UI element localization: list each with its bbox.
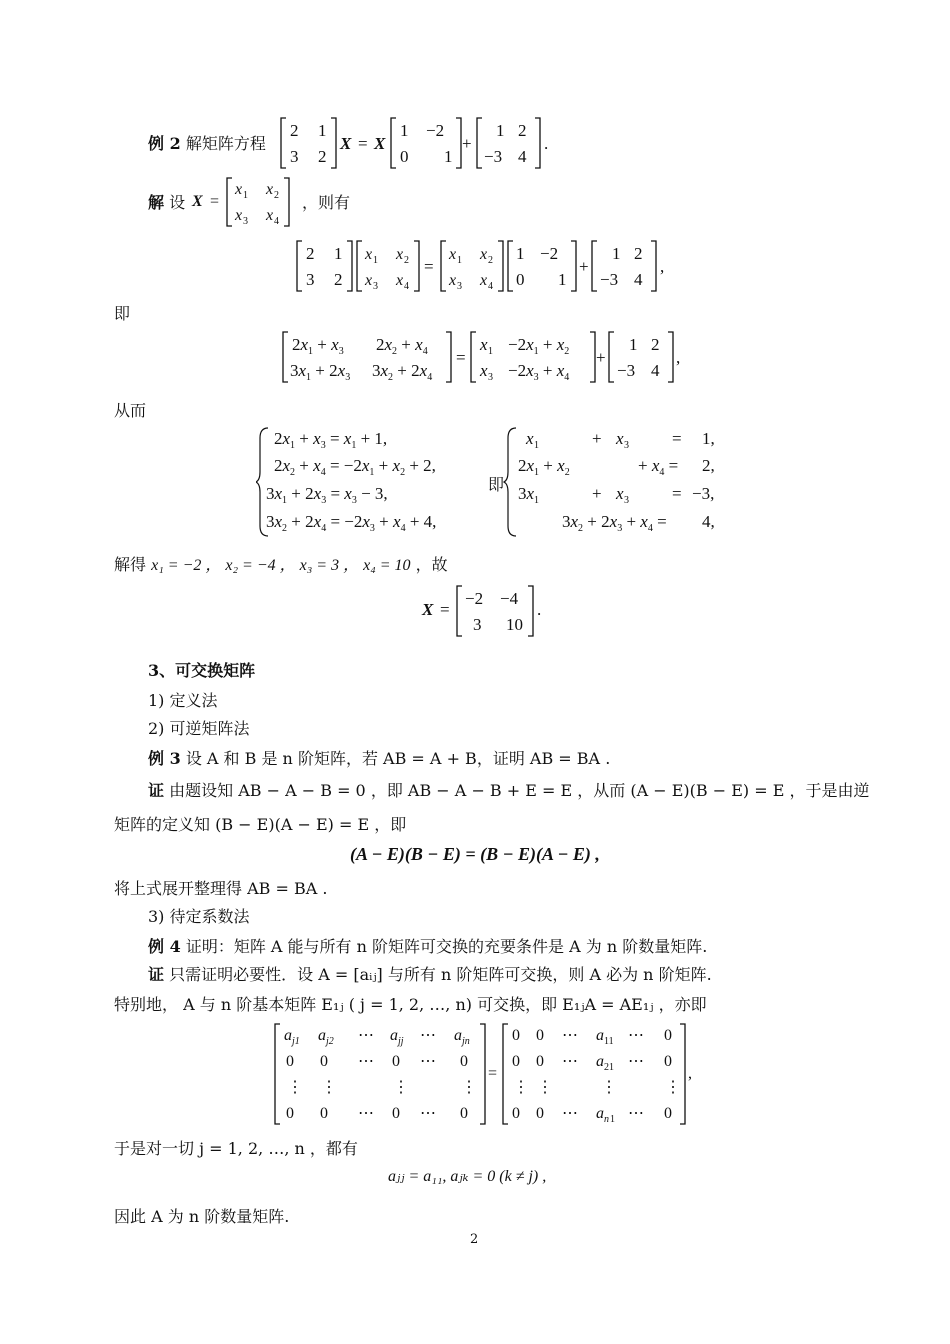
then-text: ，则有 — [302, 193, 351, 212]
svg-text:.: . — [544, 134, 549, 153]
svg-text:2,: 2, — [702, 456, 715, 475]
svg-text:−3: −3 — [617, 361, 636, 380]
proof-text: 只需证明必要性．设 A = [aᵢⱼ] 与所有 n 阶矩阵可交换，则 A 必为 n 阶矩阵. — [169, 965, 712, 984]
svg-text:jn: jn — [462, 1036, 470, 1047]
svg-text:⋯: ⋯ — [562, 1027, 578, 1044]
svg-text:⋮: ⋮ — [665, 1079, 681, 1096]
svg-text:0: 0 — [536, 1105, 544, 1122]
svg-text:+: + — [592, 429, 602, 448]
svg-text:3x2 + 2x4 = −2x3 + x4 + 4,: $3x_2 + 2x_4 = -2x_3 + x_4 + 4$, — [266, 512, 437, 534]
svg-text:x: x — [365, 272, 373, 289]
svg-text:1: 1 — [610, 1114, 615, 1125]
svg-text:+: + — [579, 257, 589, 276]
svg-text:⋯: ⋯ — [628, 1053, 644, 1070]
svg-text:x: x — [480, 361, 488, 380]
namely-label: 即 — [114, 304, 131, 323]
svg-text:0: 0 — [512, 1105, 520, 1122]
svg-text:⋯: ⋯ — [628, 1105, 644, 1122]
proof-4-line-4: 因此 A 为 n 阶数量矩阵. — [114, 1207, 290, 1226]
svg-text:3: 3 — [290, 147, 299, 166]
svg-text:−3,: −3, — [692, 484, 715, 503]
proof-4-line-2: 特别地， A 与 n 阶基本矩阵 E₁ⱼ ( j = 1, 2, …, n) 可交换，即 E₁ⱼA = AE₁ⱼ ，亦即 — [114, 995, 707, 1014]
solution-text: 设 — [169, 193, 186, 212]
svg-text:3: 3 — [373, 281, 378, 292]
svg-text:x: x — [396, 246, 404, 263]
svg-text:3x2 + 2x3 + x4 =: $3x_2 + 2x_3 + x_4$ = — [562, 512, 667, 534]
result-line — [114, 552, 448, 575]
svg-text:jj: jj — [398, 1036, 404, 1047]
svg-text:⋮: ⋮ — [393, 1079, 409, 1096]
svg-text:2: 2 — [318, 147, 327, 166]
svg-text:⋯: ⋯ — [420, 1027, 436, 1044]
svg-text:4: 4 — [488, 281, 493, 292]
svg-text:⋯: ⋯ — [358, 1105, 374, 1122]
svg-text:1: 1 — [629, 335, 638, 354]
svg-text:1: 1 — [457, 255, 462, 266]
svg-text:2: 2 — [651, 335, 660, 354]
svg-text:x: x — [235, 207, 243, 224]
svg-text:2x1 + x3: $2x_1 + x_3$ — [292, 335, 344, 357]
svg-text:1: 1 — [488, 346, 493, 357]
example-label: 例 3 — [148, 749, 181, 768]
example-3 — [148, 746, 610, 769]
matrix-equation — [278, 114, 558, 172]
svg-text:X: X — [192, 193, 203, 210]
svg-text:0: 0 — [392, 1053, 400, 1070]
svg-text:=: = — [488, 1065, 498, 1082]
svg-text:x: x — [266, 181, 274, 198]
svg-text:2: 2 — [274, 190, 279, 201]
svg-text:1: 1 — [400, 121, 409, 140]
svg-text:⋯: ⋯ — [420, 1053, 436, 1070]
svg-text:a: a — [596, 1027, 604, 1044]
svg-text:0: 0 — [536, 1027, 544, 1044]
svg-text:11: 11 — [604, 1036, 614, 1047]
svg-text:1: 1 — [318, 121, 327, 140]
svg-text:⋯: ⋯ — [628, 1027, 644, 1044]
example-text: 证明：矩阵 A 能与所有 n 阶矩阵可交换的充要条件是 A 为 n 阶数量矩阵. — [185, 937, 708, 956]
svg-text:0: 0 — [400, 147, 409, 166]
svg-text:⋮: ⋮ — [513, 1079, 529, 1096]
svg-text:X: X — [374, 134, 386, 153]
svg-text:−2x1 + x2: $-2x_1 + x_2$ — [508, 335, 570, 357]
product-equation — [280, 328, 690, 386]
svg-text:a: a — [596, 1053, 604, 1070]
proof-3-line-3: 将上式展开整理得 AB = BA . — [114, 879, 328, 898]
example-label: 例 2 — [148, 134, 181, 153]
svg-text:2: 2 — [334, 270, 343, 289]
svg-text:3: 3 — [488, 372, 493, 383]
svg-text:x: x — [396, 272, 404, 289]
svg-text:0: 0 — [512, 1053, 520, 1070]
svg-text:,: , — [660, 257, 665, 276]
solution-values: x₁ = −2 ， x₂ = −4 ， x₃ = 3 ， x₄ = 10 — [151, 557, 411, 574]
svg-text:2: 2 — [290, 121, 299, 140]
svg-text:a: a — [390, 1027, 398, 1044]
svg-text:x: x — [526, 429, 534, 448]
svg-text:1: 1 — [612, 244, 621, 263]
solved-label: 解得 — [114, 555, 147, 574]
svg-text:4: 4 — [274, 216, 279, 227]
svg-text:1,: 1, — [702, 429, 715, 448]
svg-text:3x1 + 2x3: $3x_1 + 2x_3$ — [290, 361, 351, 383]
svg-text:+: + — [462, 134, 472, 153]
svg-text:2: 2 — [404, 255, 409, 266]
svg-text:⋯: ⋯ — [420, 1105, 436, 1122]
svg-text:1: 1 — [334, 244, 343, 263]
svg-text:0: 0 — [460, 1053, 468, 1070]
svg-text:n: n — [604, 1114, 609, 1125]
svg-text:=: = — [440, 600, 450, 619]
svg-text:21: 21 — [604, 1062, 614, 1073]
svg-text:⋮: ⋮ — [601, 1079, 617, 1096]
svg-text:2: 2 — [634, 244, 643, 263]
svg-text:a: a — [318, 1027, 326, 1044]
svg-text:2x1 + x2: $2x_1 + x_2$ — [518, 456, 570, 478]
svg-text:−3: −3 — [484, 147, 503, 166]
svg-text:⋯: ⋯ — [358, 1053, 374, 1070]
proof-label: 证 — [148, 965, 165, 984]
svg-text:=: = — [456, 348, 466, 367]
svg-text:10: 10 — [506, 615, 523, 634]
svg-text:3: 3 — [624, 440, 629, 451]
svg-text:3x1: $3x_1$ — [518, 484, 540, 506]
svg-text:X: X — [422, 600, 434, 619]
svg-text:−2: −2 — [465, 589, 484, 608]
svg-text:x: x — [449, 272, 457, 289]
proof-4-line-3: 于是对一切 j = 1, 2, …, n ，都有 — [114, 1139, 358, 1158]
svg-text:3x1 + 2x3 = x3 − 3,: $3x_1 + 2x_3 = x_3 - 3$, — [266, 484, 388, 506]
svg-text:,: , — [676, 348, 681, 367]
svg-text:2x2 + x4: $2x_2 + x_4$ — [376, 335, 428, 357]
svg-text:x: x — [266, 207, 274, 224]
svg-text:1: 1 — [373, 255, 378, 266]
example-4 — [148, 934, 707, 957]
svg-text:0: 0 — [512, 1027, 520, 1044]
svg-text:x: x — [480, 335, 488, 354]
svg-text:4,: 4, — [702, 512, 715, 531]
svg-text:2x2 + x4 = −2x1 + x2 + 2,: $2x_2 + x_4 = -2x_1 + x_2 + 2$, — [274, 456, 436, 478]
example-text: 解矩阵方程 — [185, 134, 266, 153]
therefore-label: ，故 — [415, 555, 448, 574]
section-3-title: 3、可交换矩阵 — [148, 661, 256, 680]
svg-text:−2x3 + x4: $-2x_3 + x_4$ — [508, 361, 570, 383]
svg-text:0: 0 — [664, 1053, 672, 1070]
proof-text: 由题设知 AB − A − B = 0 ，即 AB − A − B + E = E ，从而 (A − E)(B − E) = E ，于是由逆 — [169, 781, 870, 800]
proof-4-line-1 — [148, 962, 712, 985]
method-item-3: 3) 待定系数法 — [148, 907, 250, 926]
svg-text:j2: j2 — [326, 1036, 334, 1047]
svg-text:0: 0 — [664, 1027, 672, 1044]
svg-text:3: 3 — [243, 216, 248, 227]
svg-text:1: 1 — [444, 147, 453, 166]
elementary-matrix-equation — [270, 1020, 700, 1130]
svg-text:a: a — [596, 1105, 604, 1122]
svg-text:j1: j1 — [292, 1036, 300, 1047]
svg-text:=: = — [358, 134, 368, 153]
method-item-1: 1) 定义法 — [148, 691, 218, 710]
svg-text:4: 4 — [634, 270, 643, 289]
solution-intro — [148, 190, 185, 213]
svg-text:1: 1 — [516, 244, 525, 263]
svg-text:⋯: ⋯ — [562, 1105, 578, 1122]
method-item-2: 2) 可逆矩阵法 — [148, 719, 250, 738]
svg-text:⋮: ⋮ — [461, 1079, 477, 1096]
proof-3-equation: (A − E)(B − E) = (B − E)(A − E) , — [350, 844, 600, 864]
proof-3-line-1 — [148, 778, 870, 801]
svg-text:a: a — [454, 1027, 462, 1044]
namely-label-2: 即 — [488, 475, 505, 494]
svg-text:⋯: ⋯ — [358, 1027, 374, 1044]
svg-text:3: 3 — [473, 615, 482, 634]
svg-text:=: = — [210, 193, 220, 210]
svg-text:4: 4 — [651, 361, 660, 380]
svg-text:⋮: ⋮ — [537, 1079, 553, 1096]
example-2-heading — [148, 131, 266, 154]
svg-text:X: X — [340, 134, 352, 153]
svg-text:0: 0 — [664, 1105, 672, 1122]
svg-text:0: 0 — [460, 1105, 468, 1122]
svg-text:a: a — [284, 1027, 292, 1044]
svg-text:1: 1 — [558, 270, 567, 289]
svg-text:3: 3 — [306, 270, 315, 289]
svg-text:+: + — [592, 484, 602, 503]
svg-text:3: 3 — [624, 495, 629, 506]
svg-text:3: 3 — [457, 281, 462, 292]
svg-text:x: x — [365, 246, 373, 263]
svg-text:2: 2 — [488, 255, 493, 266]
svg-text:2x1 + x3 = x1 + 1,: $2x_1 + x_3 = x_1 + 1$, — [274, 429, 388, 451]
svg-text:.: . — [537, 600, 542, 619]
svg-text:x: x — [449, 246, 457, 263]
svg-text:=: = — [672, 484, 682, 503]
svg-text:0: 0 — [320, 1053, 328, 1070]
svg-text:0: 0 — [516, 270, 525, 289]
proof-3-line-2: 矩阵的定义知 (B − E)(A − E) = E ，即 — [114, 815, 407, 834]
example-label: 例 4 — [148, 937, 181, 956]
svg-text:1: 1 — [534, 440, 539, 451]
hence-label: 从而 — [114, 401, 147, 420]
svg-text:3x2 + 2x4: $3x_2 + 2x_4$ — [372, 361, 433, 383]
svg-text:⋮: ⋮ — [287, 1079, 303, 1096]
svg-text:x: x — [480, 246, 488, 263]
svg-text:=: = — [424, 257, 434, 276]
svg-text:−4: −4 — [500, 589, 519, 608]
svg-text:x: x — [480, 272, 488, 289]
svg-text:1: 1 — [496, 121, 505, 140]
svg-text:2: 2 — [306, 244, 315, 263]
svg-text:⋮: ⋮ — [321, 1079, 337, 1096]
svg-text:,: , — [688, 1065, 692, 1082]
page-number: 2 — [470, 1232, 479, 1247]
svg-text:0: 0 — [320, 1105, 328, 1122]
svg-text:1: 1 — [243, 190, 248, 201]
svg-text:−2: −2 — [540, 244, 559, 263]
svg-text:2: 2 — [518, 121, 527, 140]
proof-label: 证 — [148, 781, 165, 800]
svg-text:−2: −2 — [426, 121, 445, 140]
svg-text:⋯: ⋯ — [562, 1053, 578, 1070]
svg-text:0: 0 — [286, 1105, 294, 1122]
svg-text:0: 0 — [392, 1105, 400, 1122]
svg-text:−3: −3 — [600, 270, 619, 289]
svg-text:+ x4 =: + $x_4$ = — [638, 456, 679, 478]
svg-text:4: 4 — [518, 147, 527, 166]
svg-text:x: x — [616, 484, 624, 503]
svg-text:+: + — [596, 348, 606, 367]
proof-4-equation: aⱼⱼ = a₁₁, aⱼₖ = 0 (k ≠ j) , — [388, 1168, 547, 1185]
x-result-matrix — [420, 582, 560, 640]
solution-label: 解 — [148, 193, 165, 212]
svg-text:4: 4 — [404, 281, 409, 292]
expanded-equation — [294, 237, 674, 295]
svg-text:=: = — [672, 429, 682, 448]
svg-text:0: 0 — [536, 1053, 544, 1070]
svg-text:x: x — [616, 429, 624, 448]
svg-text:0: 0 — [286, 1053, 294, 1070]
example-text: 设 A 和 B 是 n 阶矩阵，若 AB = A + B，证明 AB = BA . — [185, 749, 611, 768]
svg-text:x: x — [235, 181, 243, 198]
